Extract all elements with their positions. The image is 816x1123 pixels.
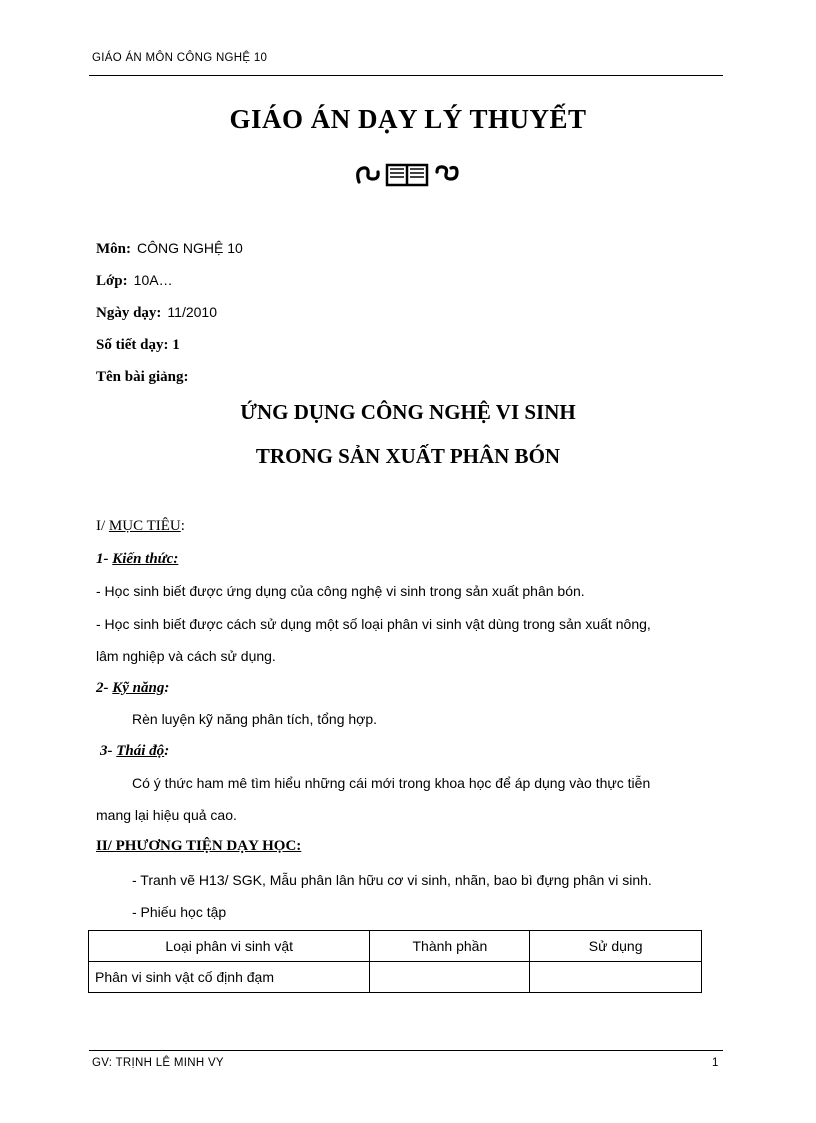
- table-header-cell: Sử dụng: [530, 931, 702, 962]
- footer-rule: [89, 1050, 723, 1051]
- lesson-title-line2: TRONG SẢN XUẤT PHÂN BÓN: [255, 444, 561, 468]
- table-cell: Phân vi sinh vật cố định đạm: [89, 962, 370, 993]
- periods-field: Số tiết dạy: 1: [96, 337, 180, 353]
- knowledge-item-2-line2: lâm nghiệp và cách sử dụng.: [96, 648, 276, 664]
- header-rule: [89, 75, 723, 76]
- book-ornament-icon: [0, 160, 816, 190]
- class-field: Lớp: 10A…: [96, 272, 173, 289]
- means-item-1: - Tranh vẽ H13/ SGK, Mẫu phân lân hữu cơ vi sinh, nhãn, bao bì đựng phân vi sinh.: [132, 872, 652, 888]
- skills-heading: 2- Kỹ năng:: [96, 680, 170, 696]
- attitude-item-line1: Có ý thức ham mê tìm hiểu những cái mới trong khoa học để áp dụng vào thực tiễn: [132, 775, 651, 791]
- subject-field: Môn: CÔNG NGHỆ 10: [96, 240, 243, 257]
- attitude-item-line2: mang lại hiệu quả cao.: [96, 807, 237, 823]
- knowledge-item-2-line1: - Học sinh biết được cách sử dụng một số loại phân vi sinh vật dùng trong sản xuất nông,: [96, 616, 651, 632]
- section-objectives-heading: I/ MỤC TIÊU:: [96, 518, 185, 534]
- table-header-row: [89, 931, 702, 962]
- date-field: Ngày dạy: 11/2010: [96, 304, 217, 321]
- page-header: GIÁO ÁN MÔN CÔNG NGHỆ 10: [92, 52, 268, 64]
- document-title: GIÁO ÁN DẠY LÝ THUYẾT: [229, 104, 587, 134]
- table-header-cell: Thành phần: [370, 931, 530, 962]
- knowledge-item-1: - Học sinh biết được ứng dụng của công nghệ vi sinh trong sản xuất phân bón.: [96, 583, 585, 599]
- means-item-2: - Phiếu học tập: [132, 904, 227, 920]
- knowledge-heading: 1- Kiến thức:: [96, 551, 179, 567]
- table-cell: [370, 962, 530, 993]
- footer-page-number: 1: [712, 1057, 719, 1069]
- worksheet-table: [88, 930, 702, 993]
- skills-item-1: Rèn luyện kỹ năng phân tích, tổng hợp.: [132, 711, 378, 727]
- lesson-label: Tên bài giảng:: [96, 369, 189, 385]
- table-cell: [530, 962, 702, 993]
- footer-teacher: GV: TRỊNH LÊ MINH VY: [92, 1057, 224, 1069]
- section-means-heading: II/ PHƯƠNG TIỆN DẠY HỌC:: [96, 838, 302, 854]
- table-row: [89, 962, 702, 993]
- attitude-heading: 3- Thái độ:: [100, 743, 170, 759]
- table-header-cell: Loại phân vi sinh vật: [89, 931, 370, 962]
- lesson-title-line1: ỨNG DỤNG CÔNG NGHỆ VI SINH: [240, 400, 576, 424]
